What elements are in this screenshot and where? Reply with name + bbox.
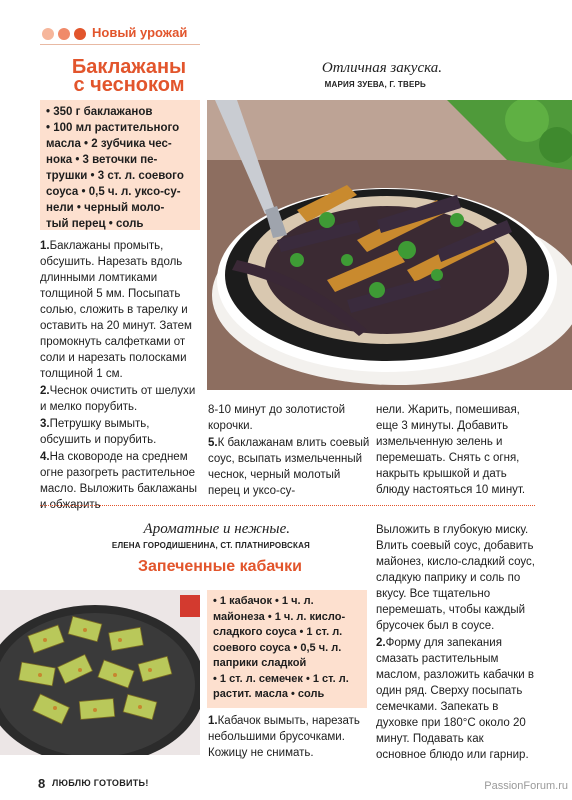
step xyxy=(208,435,370,499)
step xyxy=(40,238,202,382)
ingredient-line: майонеза • 1 ч. л. кисло- xyxy=(213,610,346,623)
step-text: Выложить в глубокую миску. Влить соевый соус, добавить майонез, кисло-сладкий соус, сладкую паприку и соль по вкусу. Все тщательно перемешать, чтобы каждый брусочек был в соусе. xyxy=(376,524,535,632)
recipe1-title xyxy=(44,58,214,94)
recipe2-steps-col-right xyxy=(376,522,536,764)
step-text: К баклажанам влить соевый соус, всыпать измельченный чеснок, черный молотый перец и уксо-су- xyxy=(208,437,370,497)
step-number: 5. xyxy=(208,437,218,449)
ingredient-line: нели • черный моло- xyxy=(46,202,165,214)
ingredient-line: масла • 2 зубчика чес- xyxy=(46,138,172,150)
step xyxy=(208,713,370,761)
recipe2-author: ЕЛЕНА ГОРОДИШЕНИНА, СТ. ПЛАТНИРОВСКАЯ xyxy=(111,541,310,550)
step xyxy=(40,449,202,513)
ingredient-line: соевого соуса • 0,5 ч. л. xyxy=(213,641,342,654)
header-dot xyxy=(58,28,70,40)
section-divider xyxy=(40,505,535,506)
recipe1-steps-col1 xyxy=(40,238,202,514)
recipe1-author: МАРИЯ ЗУЕВА, Г. ТВЕРЬ xyxy=(324,80,426,89)
step xyxy=(208,402,370,434)
step-number: 3. xyxy=(40,418,50,430)
recipe2-title: Запеченные кабачки xyxy=(137,558,303,575)
ingredient-line: нока • 3 веточки пе- xyxy=(46,154,158,166)
step-text: нели. Жарить, помешивая, еще 3 минуты. Добавить измельченную зелень и перемешать. Снять с огня, накрыть крышкой и дать блюду настояться 10 минут. xyxy=(376,404,526,496)
ingredient-line: растит. масла • соль xyxy=(213,688,325,700)
recipe1-steps-col3 xyxy=(376,402,536,499)
zucchini-photo xyxy=(0,590,200,755)
header-rule xyxy=(40,44,200,45)
recipe1-byline: Отличная закуска. xyxy=(321,60,442,76)
ingredient-line: сладкого соуса • 1 ст. л. xyxy=(213,626,343,638)
step xyxy=(376,402,536,498)
step-text: Чеснок очистить от шелухи и мелко порубить. xyxy=(40,385,196,413)
ingredient-line: соуса • 0,5 ч. л. уксо-су- xyxy=(46,186,181,198)
header-dot xyxy=(74,28,86,40)
recipe1-title-line2: с чесноком xyxy=(73,74,185,96)
ingredient-line: паприки сладкой xyxy=(213,657,307,669)
step xyxy=(376,522,536,634)
step-number: 1. xyxy=(208,715,218,727)
section-title: Новый урожай xyxy=(92,25,188,40)
ingredient-line: трушки • 3 ст. л. соевого xyxy=(46,170,184,182)
page-number: 8 xyxy=(38,776,46,791)
step xyxy=(40,383,202,415)
step-text: Петрушку вымыть, обсушить и порубить. xyxy=(40,418,157,446)
header-dot xyxy=(42,28,54,40)
zucchini-illustration xyxy=(0,590,200,755)
ingredient-line: • 350 г баклажанов xyxy=(46,106,153,118)
recipe2-ingredients xyxy=(207,590,367,708)
watermark: PassionForum.ru xyxy=(484,780,568,792)
recipe1-steps-col2 xyxy=(208,402,370,500)
eggplant-photo xyxy=(207,100,572,390)
magazine-name: ЛЮБЛЮ ГОТОВИТЬ! xyxy=(52,778,149,788)
eggplant-illustration xyxy=(207,100,572,390)
step-text: 8-10 минут до золотистой корочки. xyxy=(208,404,346,432)
step-text: Кабачок вымыть, нарезать небольшими брусочками. Кожицу не снимать. xyxy=(208,715,360,759)
step-number: 2. xyxy=(40,385,50,397)
step-number: 2. xyxy=(376,637,386,649)
recipe1-title-line1: Баклажаны xyxy=(71,56,187,78)
ingredient-line: тый перец • соль xyxy=(46,218,144,230)
recipe1-ingredients xyxy=(40,100,200,230)
ingredient-line: • 1 кабачок • 1 ч. л. xyxy=(213,595,314,607)
step xyxy=(40,416,202,448)
step-text: Форму для запекания смазать растительным маслом, разложить кабачки в один ряд. Сверху посыпать семечками. Запекать в духовке при 180°С около 20 минут. Подавать как основное блюдо или гарнир. xyxy=(376,637,534,761)
step-text: На сковороде на среднем огне разогреть растительное масло. Выложить баклажаны и обжарить xyxy=(40,451,197,511)
step-number: 4. xyxy=(40,451,50,463)
ingredient-line: • 1 ст. л. семечек • 1 ст. л. xyxy=(213,672,349,685)
recipe2-steps-col-mid xyxy=(208,713,370,762)
step-text: Баклажаны промыть, обсушить. Нарезать вдоль длинными ломтиками толщиной 5 мм. Посыпать солью, сложить в тарелку и оставить на 20 минут. Затем промокнуть салфетками от соли и нарезать полосками толщиной 1 см. xyxy=(40,240,192,380)
step xyxy=(376,635,536,763)
recipe2-byline: Ароматные и нежные. xyxy=(143,521,290,537)
ingredient-line: • 100 мл растительного xyxy=(46,122,180,134)
step-number: 1. xyxy=(40,240,50,252)
